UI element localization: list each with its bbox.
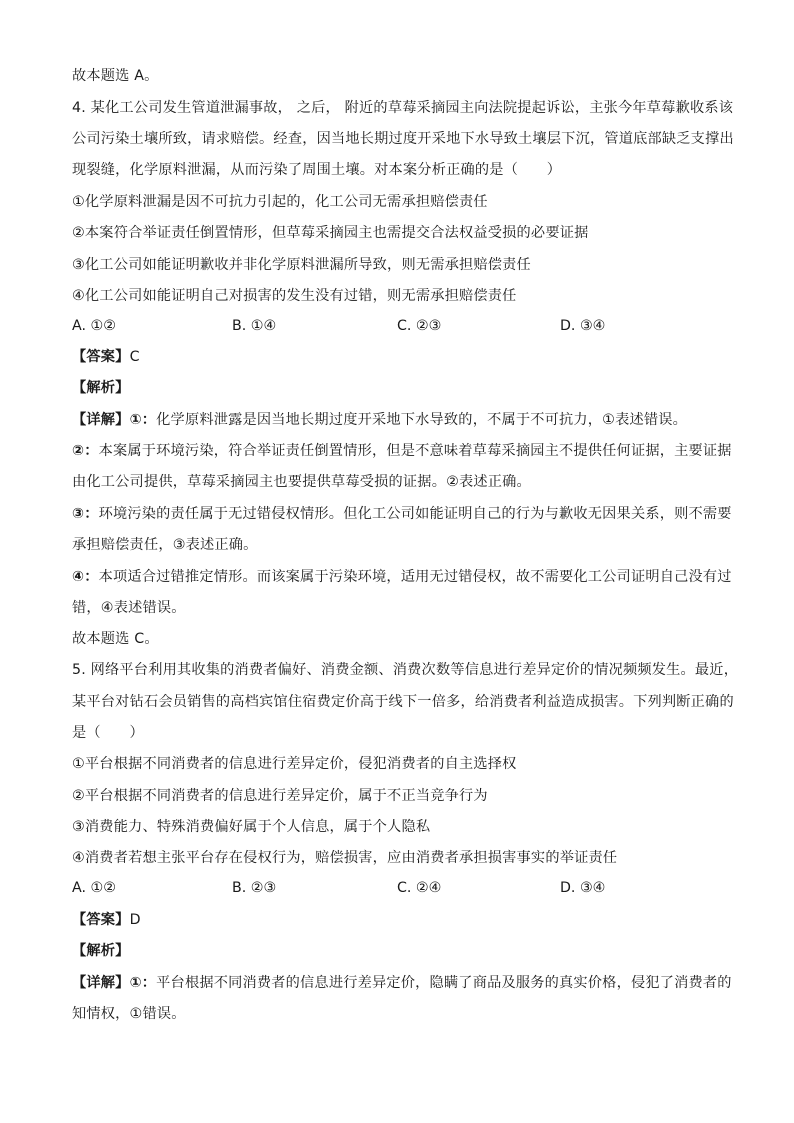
detail-mark: ④： bbox=[72, 569, 99, 585]
q4-stem-line: 现裂缝，化学原料泄漏，从而污染了周围土壤。对本案分析正确的是（ ） bbox=[72, 162, 562, 178]
q4-stem-line: 公司污染土壤所致，请求赔偿。经查，因当地长期过度开采地下水导致土壤层下沉，管道底部缺乏支撑出 bbox=[72, 131, 734, 147]
detail-text: 本案属于环境污染，符合举证责任倒置情形，但是不意味着草莓采摘园主不提供任何证据，主要证据 bbox=[98, 443, 732, 459]
q4-detail-3-cont: 承担赔偿责任，③表述正确。 bbox=[72, 537, 258, 553]
detail-mark: ①： bbox=[129, 975, 157, 991]
detail-tag: 【详解】 bbox=[72, 975, 130, 991]
analysis-tag: 【解析】 bbox=[72, 380, 130, 396]
q4-analysis-tag bbox=[72, 378, 732, 398]
detail-text: 本项适合过错推定情形。而该案属于污染环境，适用无过错侵权，故不需要化工公司证明自己没有过 bbox=[98, 569, 732, 585]
q5-answer bbox=[72, 910, 732, 930]
q5-statement: ③消费能力、特殊消费偏好属于个人信息，属于个人隐私 bbox=[72, 819, 431, 835]
q5-option-c: C. ②④ bbox=[397, 880, 442, 896]
q4-answer bbox=[72, 347, 732, 367]
q5-option-a: A. ①② bbox=[72, 880, 116, 896]
answer-value: D bbox=[129, 912, 141, 928]
q4-statement: ③化工公司如能证明歉收并非化学原料泄漏所导致，则无需承担赔偿责任 bbox=[72, 257, 531, 273]
q4-option-b: B. ①④ bbox=[232, 318, 277, 334]
q4-detail-3 bbox=[72, 504, 732, 524]
q4-statement: ④化工公司如能证明自己对损害的发生没有过错，则无需承担赔偿责任 bbox=[72, 288, 517, 304]
q5-detail-1-cont: 知情权，①错误。 bbox=[72, 1006, 186, 1022]
detail-tag: 【详解】 bbox=[72, 412, 130, 428]
answer-tag: 【答案】 bbox=[72, 349, 130, 365]
q4-option-c: C. ②③ bbox=[397, 318, 442, 334]
q4-statement: ①化学原料泄漏是因不可抗力引起的，化工公司无需承担赔偿责任 bbox=[72, 194, 488, 210]
q5-stem-line: 是（ ） bbox=[72, 725, 144, 741]
q5-analysis-tag bbox=[72, 941, 732, 961]
q4-option-a: A. ①② bbox=[72, 318, 116, 334]
q4-detail-2-cont: 由化工公司提供，草莓采摘园主也要提供草莓受损的证据。②表述正确。 bbox=[72, 474, 531, 490]
q4-conclusion: 故本题选 C。 bbox=[72, 631, 159, 647]
q5-stem-line: 某平台对钻石会员销售的高档宾馆住宿费定价高于线下一倍多，给消费者利益造成损害。下列判断正确的 bbox=[72, 694, 734, 710]
q4-detail-2 bbox=[72, 441, 732, 461]
q4-detail-1 bbox=[72, 410, 732, 430]
detail-text: 环境污染的责任属于无过错侵权情形。但化工公司如能证明自己的行为与歉收无因果关系，则不需要 bbox=[98, 506, 732, 522]
detail-mark: ②： bbox=[72, 443, 99, 459]
answer-tag: 【答案】 bbox=[72, 912, 130, 928]
detail-mark: ①： bbox=[129, 412, 157, 428]
q5-detail-1 bbox=[72, 973, 732, 993]
q5-option-b: B. ②③ bbox=[232, 880, 277, 896]
q5-options bbox=[72, 878, 732, 898]
detail-text: 化学原料泄露是因当地长期过度开采地下水导致的，不属于不可抗力，①表述错误。 bbox=[156, 412, 688, 428]
analysis-tag: 【解析】 bbox=[72, 943, 130, 959]
answer-value: C bbox=[129, 349, 140, 365]
q4-detail-4 bbox=[72, 567, 732, 587]
q5-option-d: D. ③④ bbox=[560, 880, 606, 896]
q5-statement: ②平台根据不同消费者的信息进行差异定价，属于不正当竞争行为 bbox=[72, 788, 488, 804]
detail-mark: ③： bbox=[72, 506, 99, 522]
q3-conclusion: 故本题选 A。 bbox=[72, 68, 159, 84]
q5-stem-line: 5. 网络平台利用其收集的消费者偏好、消费金额、消费次数等信息进行差异定价的情况频频发生。最近， bbox=[72, 662, 739, 678]
q4-options bbox=[72, 316, 732, 336]
q5-statement: ④消费者若想主张平台存在侵权行为，赔偿损害，应由消费者承担损害事实的举证责任 bbox=[72, 850, 618, 866]
q4-statement: ②本案符合举证责任倒置情形，但草莓采摘园主也需提交合法权益受损的必要证据 bbox=[72, 225, 589, 241]
q5-statement: ①平台根据不同消费者的信息进行差异定价，侵犯消费者的自主选择权 bbox=[72, 756, 517, 772]
q4-detail-4-cont: 错，④表述错误。 bbox=[72, 600, 186, 616]
q4-option-d: D. ③④ bbox=[560, 318, 606, 334]
q4-stem-line: 4. 某化工公司发生管道泄漏事故， 之后， 附近的草莓采摘园主向法院提起诉讼，主张今年草莓歉收系该 bbox=[72, 100, 734, 116]
detail-text: 平台根据不同消费者的信息进行差异定价，隐瞒了商品及服务的真实价格，侵犯了消费者的 bbox=[156, 975, 732, 991]
